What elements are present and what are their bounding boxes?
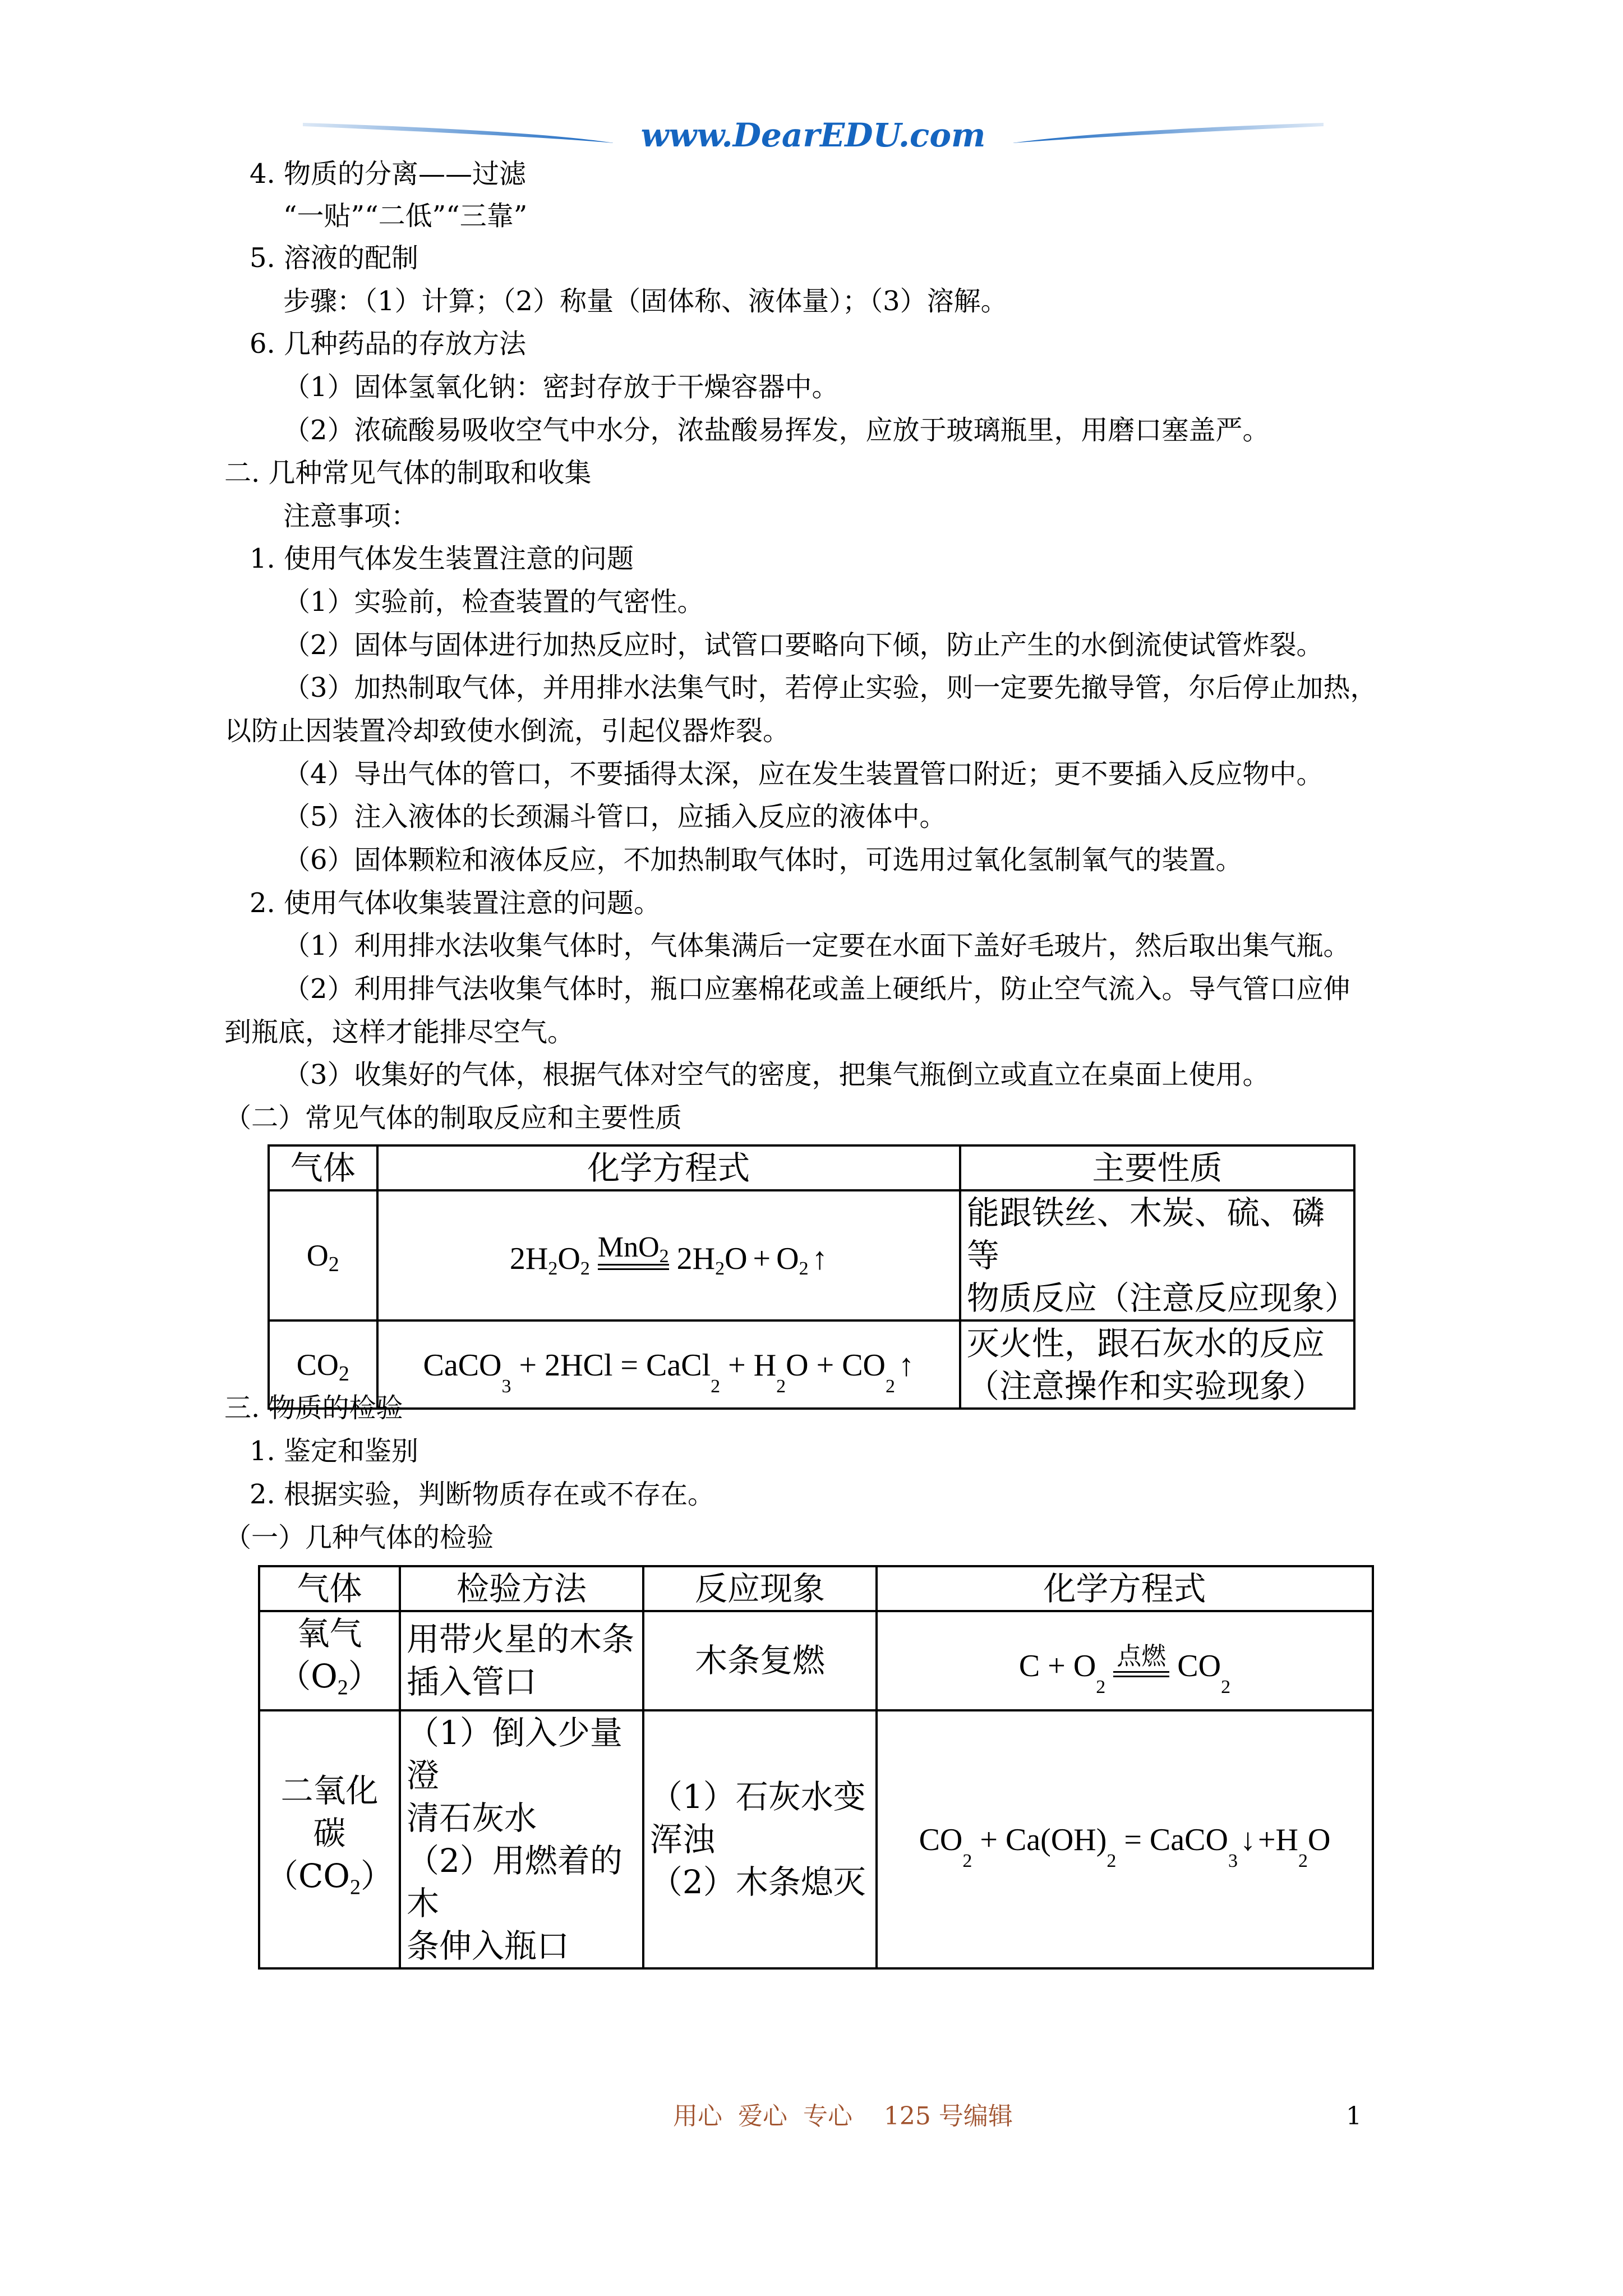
property-line: （注意操作和实验现象）	[966, 1366, 1325, 1405]
text-collector-3: （3）收集好的气体，根据气体对空气的密度，把集气瓶倒立或直立在桌面上使用。	[283, 1059, 1270, 1091]
header-method: 检验方法	[400, 1566, 643, 1611]
equation-h2o2-decomposition	[510, 1231, 828, 1280]
logo-swoosh-right	[1012, 123, 1324, 143]
method-cell-oxygen	[400, 1611, 643, 1710]
gas-preparation-table	[268, 1144, 1355, 1410]
text-generator-2: （2）固体与固体进行加热反应时，试管口要略向下倾，防止产生的水倒流使试管炸裂。	[283, 629, 1324, 661]
method-line: （1）倒入少量澄	[406, 1713, 623, 1795]
dearedu-logo	[303, 115, 1324, 154]
eq-plus: +	[753, 1241, 771, 1276]
text-generator-3: （3）加热制取气体，并用排水法集气时，若停止实验，则一定要先撤导管，尔后停止加热，	[283, 672, 1377, 703]
heading-filtration: 4. 物质的分离——过滤	[250, 158, 527, 190]
header-gas: 气体	[259, 1566, 400, 1611]
subheading-gas-detection: （一）几种气体的检验	[224, 1522, 494, 1553]
subheading-gas-reactions: （二）常见气体的制取反应和主要性质	[224, 1102, 683, 1134]
gas-formula: $(CO_2)$	[266, 1857, 393, 1899]
text-collector-2: （2）利用排气法收集气体时，瓶口应塞棉花或盖上硬纸片，防止空气流入。导气管口应伸	[283, 973, 1350, 1005]
header-equation: 化学方程式	[377, 1145, 960, 1190]
text-collector-2-cont: 到瓶底，这样才能排尽空气。	[224, 1016, 575, 1048]
method-line: 清石灰水	[406, 1798, 537, 1837]
eq-catalyst-condition: MnO$_2$	[598, 1231, 669, 1280]
method-line: 插入管口	[406, 1663, 537, 1701]
gas-formula: O	[306, 1239, 329, 1272]
gas-formula: CO	[296, 1347, 339, 1382]
table-row	[269, 1320, 1354, 1409]
equation-carbon-combustion: C + O 2 点燃 CO 2	[1018, 1642, 1231, 1697]
phenomenon-line: 浑浊	[649, 1820, 715, 1858]
text-collector-1: （1）利用排水法收集气体时，气体集满后一定要在水面下盖好毛玻片，然后取出集气瓶。	[283, 930, 1350, 961]
text-generator-4: （4）导出气体的管口，不要插得太深，应在发生装置管口附近；更不要插入反应物中。	[283, 758, 1324, 790]
heading-solution-prep: 5. 溶液的配制	[250, 242, 419, 274]
equation-caco3-hcl: CaCO 3 + 2HCl = CaCl 2 + H 2 O + CO 2 ↑	[423, 1344, 915, 1387]
gas-subscript: 2	[328, 1253, 339, 1276]
eq-double-line	[1113, 1671, 1169, 1677]
section-heading-detection: 三. 物质的检验	[224, 1392, 403, 1424]
header-properties: 主要性质	[960, 1145, 1354, 1190]
text-generator-3-cont: 以防止因装置冷却致使水倒流，引起仪器炸裂。	[224, 715, 790, 747]
gas-cell-oxygen	[259, 1611, 400, 1710]
header-gas: 气体	[269, 1145, 377, 1190]
heading-generator-notes: 1. 使用气体发生装置注意的问题	[250, 543, 634, 574]
table-row	[259, 1710, 1373, 1968]
eq-double-line	[598, 1264, 669, 1270]
gas-detection-table	[258, 1565, 1374, 1970]
method-cell-carbon-dioxide	[400, 1710, 643, 1968]
method-line: 条伸入瓶口	[406, 1926, 569, 1965]
logo-text: www.DearEDU.com	[640, 116, 986, 154]
properties-cell-co2	[960, 1320, 1354, 1409]
gas-name: 二氧化碳	[280, 1772, 379, 1853]
heading-storage: 6. 几种药品的存放方法	[250, 328, 527, 360]
eq-product-2: $O_2$	[776, 1241, 809, 1279]
equation-cell-oxygen	[877, 1611, 1373, 1710]
property-line: 能跟铁丝、木炭、硫、磷等	[966, 1194, 1325, 1274]
table-row	[259, 1611, 1373, 1710]
text-generator-6: （6）固体颗粒和液体反应，不加热制取气体时，可选用过氧化氢制氧气的装置。	[283, 844, 1243, 876]
equation-cell-co2	[377, 1320, 960, 1409]
phenomenon-line: （1）石灰水变	[649, 1777, 866, 1816]
header-phenomenon: 反应现象	[643, 1566, 877, 1611]
text-filtration-rules: “一贴”“二低”“三靠”	[283, 200, 528, 232]
gas-name: 氧气	[297, 1614, 362, 1653]
property-line: 物质反应（注意反应现象）	[966, 1279, 1357, 1317]
phenomenon-cell-carbon-dioxide	[643, 1710, 877, 1968]
method-line: （2）用燃着的木	[406, 1841, 623, 1922]
text-identification: 1. 鉴定和鉴别	[250, 1435, 419, 1467]
properties-cell-o2	[960, 1190, 1357, 1320]
text-storage-2: （2）浓硫酸易吸收空气中水分，浓盐酸易挥发，应放于玻璃瓶里，用磨口塞盖严。	[283, 415, 1270, 446]
method-line: 用带火星的木条	[406, 1620, 634, 1659]
table-row	[269, 1190, 1354, 1320]
gas-cell-o2	[269, 1190, 377, 1320]
table-header-row	[269, 1145, 1354, 1190]
gas-up-arrow: ↑	[811, 1241, 828, 1276]
text-solution-steps: 步骤：（1）计算；（2）称量（固体称、液体量）；（3）溶解。	[283, 286, 1008, 317]
phenomenon-cell-oxygen: 木条复燃	[643, 1611, 877, 1710]
gas-cell-carbon-dioxide	[259, 1710, 400, 1968]
eq-product-1: $2H_2O$	[676, 1241, 748, 1279]
eq-reactant: $2H_2O_2$	[509, 1241, 590, 1279]
text-generator-5: （5）注入液体的长颈漏斗管口，应插入反应的液体中。	[283, 801, 947, 832]
gas-up-arrow: ↑	[898, 1347, 914, 1383]
phenomenon-line: （2）木条熄灭	[649, 1862, 866, 1901]
page-number: 1	[1346, 2102, 1362, 2131]
heading-collector-notes: 2. 使用气体收集装置注意的问题。	[250, 887, 661, 919]
section-heading-gases: 二. 几种常见气体的制取和收集	[224, 457, 592, 489]
gas-subscript: 2	[338, 1361, 349, 1386]
text-storage-1: （1）固体氢氧化钠：密封存放于干燥容器中。	[283, 371, 839, 403]
logo-swoosh-left	[303, 123, 614, 143]
table-header-row	[259, 1566, 1373, 1611]
gas-formula: $(O_2)$	[278, 1657, 381, 1700]
equation-cell-o2	[377, 1190, 960, 1320]
footer-text: 用心 爱心 专心 125 号编辑	[673, 2102, 1013, 2131]
property-line: 灭火性，跟石灰水的反应	[966, 1324, 1325, 1363]
text-judgment: 2. 根据实验，判断物质存在或不存在。	[250, 1479, 715, 1510]
header-equation: 化学方程式	[877, 1566, 1373, 1611]
text-notes-label: 注意事项：	[283, 500, 418, 532]
text-generator-1: （1）实验前，检查装置的气密性。	[283, 586, 704, 618]
equation-cell-carbon-dioxide	[877, 1710, 1373, 1968]
equation-limewater: CO 2 + Ca(OH) 2 = CaCO 3 ↓ +H 2 O	[919, 1819, 1331, 1861]
precipitate-down-arrow: ↓	[1239, 1822, 1256, 1857]
eq-ignite-condition: 点燃	[1113, 1642, 1169, 1687]
